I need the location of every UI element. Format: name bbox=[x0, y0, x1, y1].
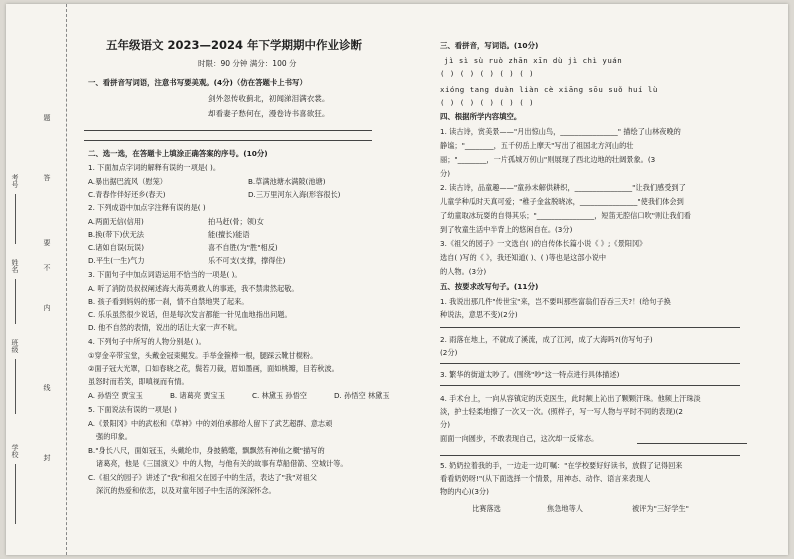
q2-option-c-2: 喜不自胜(为"胜"相反) bbox=[208, 243, 278, 252]
answer-line[interactable] bbox=[440, 455, 740, 456]
question-2: 2. 下列成语中加点字注释有误的是( ) bbox=[88, 203, 206, 212]
section-3-heading: 三、看拼音，写词语。(10分) bbox=[440, 41, 539, 50]
q5-option-c-cont: 深沉的热爱和依恋，以及对童年园子中生活的深深怀念。 bbox=[96, 486, 276, 495]
rewrite-5-line-2: 看看奶奶呀!"(从下面选择一个情景，用神态、动作、语言来表现人 bbox=[440, 474, 651, 483]
q5-option-a-cont: 强的印象。 bbox=[96, 432, 132, 441]
exam-subtitle: 时限：90 分钟 满分：100 分 bbox=[198, 59, 297, 68]
section-1-heading: 一、看拼音写词语，注意书写要美观。(4分)（仿在答题卡上书写） bbox=[88, 78, 307, 87]
writing-line[interactable] bbox=[84, 130, 372, 131]
fill-1-line-4: 分) bbox=[440, 169, 450, 178]
writing-line[interactable] bbox=[84, 140, 372, 141]
rewrite-4-prompt: 面面一向圆步，不敢表现自己，这次却一反常态。 bbox=[440, 434, 599, 443]
school-line bbox=[15, 464, 16, 524]
fill-3-line-2[interactable]: 选自( )写的《 》，我还知道( )、( )等也是这部小说中 bbox=[440, 253, 607, 262]
pinyin-row-1: jì sì sù ruò zhān xīn dù jì chì yuán bbox=[444, 56, 623, 65]
seal-char: 线 bbox=[43, 384, 51, 391]
q5-option-c[interactable]: C.《祖父的园子》讲述了"我"和祖父在园子中的生活，表达了"我"对祖父 bbox=[88, 473, 317, 482]
scenario-option-1[interactable]: 比赛落选 bbox=[472, 504, 501, 513]
answer-bracket-row-1[interactable]: ( ) ( ) ( ) ( ) ( ) bbox=[440, 69, 535, 78]
poem-line-1: 剑外忽传收蓟北，初闻涕泪满衣裳。 bbox=[208, 94, 330, 103]
section-2-heading: 二、选一选，在答题卡上填涂正确答案的序号。(10分) bbox=[88, 149, 268, 158]
q4-passage-2: ②面子冠大光罩，口如春晓之花，鬓若刀裁，眉如墨画，面如桃瓣，目若秋波。 bbox=[88, 364, 339, 373]
rewrite-5-line-3: 物的内心)(3分) bbox=[440, 487, 489, 496]
section-4-heading: 四、根据所学内容填空。 bbox=[440, 112, 522, 121]
name-label: 姓名 bbox=[11, 259, 19, 273]
class-line bbox=[15, 359, 16, 414]
q3-option-d[interactable]: D. 他不自然的表情，说出的话让大家一声不吭。 bbox=[88, 323, 242, 332]
answer-bracket-row-2[interactable]: ( ) ( ) ( ) ( ) ( ) bbox=[440, 98, 535, 107]
poem-line-2: 却看妻子愁何在，漫卷诗书喜欲狂。 bbox=[208, 109, 330, 118]
binding-margin bbox=[6, 4, 67, 555]
q1-option-c[interactable]: C.青春作伴好还乡(春天) bbox=[88, 190, 166, 199]
answer-line[interactable] bbox=[440, 385, 740, 386]
q4-option-a[interactable]: A. 孙悟空 贾宝玉 bbox=[88, 391, 143, 400]
rewrite-1-line-2: 种说法，意思不变)(2分) bbox=[440, 310, 518, 319]
name-line bbox=[15, 279, 16, 324]
q2-option-d[interactable]: D.平生(一生)气力 bbox=[88, 256, 145, 265]
seal-char: 不 bbox=[43, 264, 51, 271]
fill-2-line-3[interactable]: 了幼童取冰玩耍的自得其乐；"________________，短笛无腔信口吹"则让我们看 bbox=[440, 211, 691, 220]
rewrite-4-line-3: 分) bbox=[440, 420, 450, 429]
q1-option-d[interactable]: D.三万里河东入海(形容很长) bbox=[248, 190, 341, 199]
fill-2-line-1[interactable]: 2. 读古诗，品童趣——"童孙未解供耕织，________________"让我们感受到了 bbox=[440, 183, 686, 192]
q2-option-d-2: 乐不可支(支撑，撑得住) bbox=[208, 256, 286, 265]
left-column bbox=[78, 0, 423, 559]
school-label: 学校 bbox=[11, 444, 19, 458]
q3-option-b[interactable]: B. 孩子看到妈妈的那一刹，情不自禁地哭了起来。 bbox=[88, 297, 249, 306]
question-1: 1. 下面加点字词的解释有误的一项是( )。 bbox=[88, 163, 221, 172]
rewrite-4-line-2: 淡，护士轻柔地擦了一次又一次。(照样子，写一写人物与平时不同的表现)(2 bbox=[440, 407, 683, 416]
rewrite-2-line-2: (2分) bbox=[440, 348, 458, 357]
q1-option-b[interactable]: B.草满池塘水满陂(池塘) bbox=[248, 177, 326, 186]
rewrite-2-line-1: 2. 雨落在地上，不就成了溪流，成了江河，成了大海吗?(仿写句子) bbox=[440, 335, 653, 344]
seal-char: 要 bbox=[43, 239, 51, 246]
fill-1-line-3[interactable]: 丽；"________，一片孤城万仞山"则展现了西北边地的壮阔景象。(3 bbox=[440, 155, 656, 164]
q3-option-a[interactable]: A. 听了消防员叔叔阐述海大海英勇救人的事迹，我不禁肃然起敬。 bbox=[88, 284, 299, 293]
question-3: 3. 下面句子中加点词语运用不恰当的一项是( )。 bbox=[88, 270, 242, 279]
fill-2-line-4: 到了牧童生活中半背上的悠闲自在。(3分) bbox=[440, 225, 573, 234]
q2-option-b[interactable]: B.换(带下)伏无法 bbox=[88, 230, 144, 239]
seal-char: 封 bbox=[43, 454, 51, 461]
answer-line[interactable] bbox=[440, 327, 740, 328]
q2-option-b-2: 能(擅长)能语 bbox=[208, 230, 250, 239]
q4-passage-3: 虽怒时而若笑，即嗔视而有情。 bbox=[88, 377, 189, 386]
class-label: 班级 bbox=[11, 339, 19, 353]
question-4: 4. 下列句子中所写的人物分别是( )。 bbox=[88, 337, 206, 346]
pinyin-row-2: xióng tang duàn liàn cè xiāng sōu suǒ huí lù bbox=[440, 85, 658, 94]
seal-char: 内 bbox=[43, 304, 51, 311]
fill-3-line-3: 的人物。(3分) bbox=[440, 267, 487, 276]
rewrite-4-line-1: 4. 手术台上，一向从容镇定的沃克医生，此时额上沁出了颗颗汗珠。他频上汗珠淡 bbox=[440, 394, 701, 403]
fill-2-line-2[interactable]: 儿童学种瓜时天真可爱；"稚子金盆脱晓冰，________________"使我们体会到 bbox=[440, 197, 684, 206]
q2-option-a-2: 拍马赶(骨；领)女 bbox=[208, 217, 264, 226]
q3-option-c[interactable]: C. 乐乐虽然很少说话，但是每次发言都能一针见血地指出问题。 bbox=[88, 310, 292, 319]
q4-option-b[interactable]: B. 诸葛亮 贾宝玉 bbox=[170, 391, 225, 400]
answer-line[interactable] bbox=[440, 363, 740, 364]
fill-1-line-2[interactable]: 静谧；"________，五千仞岳上摩天"写出了祖国北方河山的壮 bbox=[440, 141, 634, 150]
answer-line[interactable] bbox=[637, 443, 747, 444]
fill-1-line-1[interactable]: 1. 读古诗，赏美景——"月出惊山鸟，________________" 描绘了山林夜晚的 bbox=[440, 127, 681, 136]
rewrite-1-line-1: 1. 我说出那几件"传世宝"来，岂不要叫那些富翁们吞吞三天?！(给句子换 bbox=[440, 297, 671, 306]
q4-option-d[interactable]: D. 孙悟空 林黛玉 bbox=[334, 391, 390, 400]
q4-option-c[interactable]: C. 林黛玉 孙悟空 bbox=[252, 391, 307, 400]
q5-option-b-cont: 诸葛亮，他是《三国演义》中的人物，与他有关的故事有草船借箭、空城计等。 bbox=[96, 459, 348, 468]
q2-option-a[interactable]: A.两面无信(信用) bbox=[88, 217, 144, 226]
fill-3-line-1[interactable]: 3.《祖父的园子》一文选自( )的自传体长篇小说《 》;《景阳冈》 bbox=[440, 239, 647, 248]
q4-passage-1: ①穿金辛带宝堂，头戴金冠束鲲发。手举金箍棒一根，腿踩云靴甘棍粉。 bbox=[88, 351, 318, 360]
exam-number-line bbox=[15, 194, 16, 244]
seal-char: 答 bbox=[43, 174, 51, 181]
seal-char: 题 bbox=[43, 114, 51, 121]
section-5-heading: 五、按要求改写句子。(11分) bbox=[440, 282, 539, 291]
scenario-option-3[interactable]: 被评为"三好学生" bbox=[632, 504, 689, 513]
q1-option-a[interactable]: A.暴出据巴流风（慰笼） bbox=[88, 177, 167, 186]
rewrite-5-line-1: 5. 奶奶拉着我的手，一边走一边叮嘱："在学校要好好读书，放假了记得回来 bbox=[440, 461, 683, 470]
exam-title: 五年级语文 2023—2024 年下学期期中作业诊断 bbox=[106, 38, 363, 52]
question-5: 5. 下面说法有误的一项是( ) bbox=[88, 405, 177, 414]
q5-option-a[interactable]: A.《景阳冈》中的武松和《草神》中的刘伯承都给人留下了武艺超群、意志顽 bbox=[88, 419, 333, 428]
q2-option-c[interactable]: C.诸如自误(玩误) bbox=[88, 243, 145, 252]
right-column bbox=[432, 0, 787, 559]
exam-number-label: 考号 bbox=[11, 174, 19, 188]
rewrite-3-line-1: 3. 繁华的街道太吵了。(围绕"吵"这一特点进行具体描述) bbox=[440, 370, 620, 379]
scenario-option-2[interactable]: 焦急地等人 bbox=[547, 504, 583, 513]
q5-option-b[interactable]: B."身长八尺，面如冠玉，头戴纶巾，身披鹤氅，飘飘然有神仙之概"描写的 bbox=[88, 446, 325, 455]
